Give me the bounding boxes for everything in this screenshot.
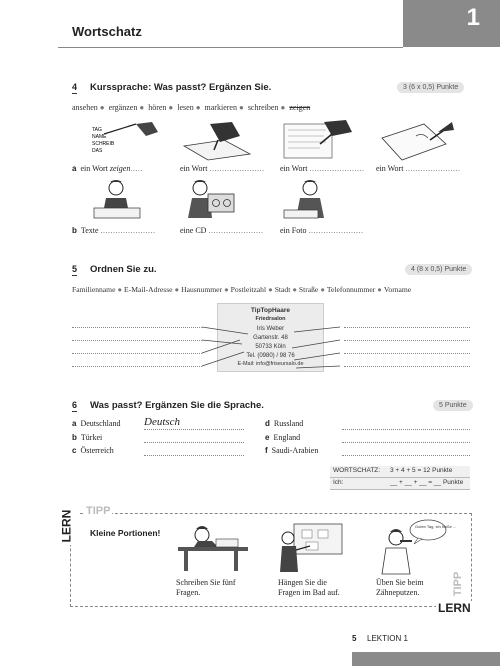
lerntipp-heading: Kleine Portionen! (90, 528, 161, 538)
word: E-Mail-Adresse (124, 285, 173, 294)
bathroom-notes-illustration (276, 520, 346, 574)
exercise-6-item-b (72, 433, 102, 442)
tipp-caption-1 (176, 578, 236, 598)
exercise-6-item-d (265, 419, 303, 428)
item-text: ein Foto (280, 226, 307, 235)
note-line: TAG (92, 127, 102, 133)
caption-line: Zähneputzen. (376, 588, 420, 597)
exercise-5-number: 5 (72, 264, 78, 274)
word: Telefonnummer (326, 285, 376, 294)
item-text: ein Wort (376, 164, 404, 173)
answer-line-left-3[interactable] (72, 353, 202, 354)
note-line: SCHREIB (92, 141, 115, 147)
exercise-4-wordbank: ansehen ● ergänzen ● hören ● lesen ● markieren ● schreiben ● zeigen (72, 103, 311, 112)
chapter-number: 1 (466, 4, 480, 31)
word: ansehen (72, 103, 98, 112)
exercise-4-number: 4 (72, 82, 78, 92)
card-city: 50733 Köln (255, 344, 286, 350)
word-used: zeigen (289, 103, 311, 112)
word: ergänzen (108, 103, 138, 112)
lern-label-left (59, 505, 78, 545)
caption-line: Hängen Sie die (278, 578, 327, 587)
word: Stadt (274, 285, 291, 294)
answer-line-a[interactable] (144, 429, 244, 430)
country: England (273, 433, 301, 442)
answer-line-right-1[interactable] (344, 327, 470, 328)
answer-line-b[interactable] (144, 442, 244, 443)
marking-text-illustration (180, 118, 258, 162)
card-name: Iris Weber (256, 326, 285, 332)
connector-arrows (196, 318, 346, 374)
exercise-6-title: Was passt? Ergänzen Sie die Sprache. (90, 400, 264, 411)
word: schreiben (247, 103, 279, 112)
item-text: Texte (80, 226, 99, 235)
country: Türkei (80, 433, 103, 442)
country: Russland (273, 419, 304, 428)
item-letter: a (72, 419, 77, 428)
footer-bar (352, 652, 500, 666)
score-me-label: Ich: (333, 479, 344, 486)
answer-line-f[interactable] (342, 455, 470, 456)
card-street: Gartenstr. 48 (253, 335, 288, 341)
exercise-6-item-f (265, 446, 318, 455)
note-line: NAME (92, 134, 107, 140)
lern-label-bottom: LERN (438, 601, 471, 615)
exercise-4-a-item-2[interactable]: ein Wort ...................... (180, 164, 265, 173)
answer-line-left-1[interactable] (72, 327, 202, 328)
exercise-4-a-item-3[interactable]: ein Wort ...................... (280, 164, 365, 173)
answer-line-right-2[interactable] (344, 340, 470, 341)
answer-line-right-4[interactable] (344, 366, 470, 367)
tipp-label-right-wrap (452, 568, 468, 602)
word: hören (148, 103, 167, 112)
exercise-4-a-item-4[interactable]: ein Wort ...................... (376, 164, 461, 173)
writer-illustration (172, 523, 254, 575)
example-answer: zeigen (109, 164, 131, 173)
exercise-4-a-item-1: a ein Wort zeigen..... (72, 164, 143, 173)
exercise-6-number: 6 (72, 400, 78, 410)
caption-line: Fragen. (176, 588, 201, 597)
word: Straße (298, 285, 319, 294)
word: Postleitzahl (230, 285, 267, 294)
caption-line: Üben Sie beim (376, 578, 424, 587)
lesson-label: LEKTION 1 (367, 634, 408, 643)
card-phone: Tel. (0980) / 98 76 (246, 353, 295, 359)
answer-line-left-2[interactable] (72, 340, 202, 341)
exercise-4-b-item-3[interactable]: ein Foto ...................... (280, 226, 364, 235)
item-text: eine CD (180, 226, 207, 235)
score-row-total (330, 466, 470, 478)
card-email: E-Mail: info@friseursalo.de (237, 361, 304, 367)
chapter-tab (403, 0, 500, 47)
exercise-4-b-item-2[interactable]: eine CD ...................... (180, 226, 264, 235)
item-letter: b (72, 226, 77, 235)
toothbrushing-illustration (372, 518, 457, 576)
exercise-6-item-c (72, 446, 114, 455)
item-letter: c (72, 446, 77, 455)
country: Deutschland (80, 419, 121, 428)
answer-line-right-3[interactable] (344, 353, 470, 354)
photo-viewing-illustration (280, 176, 340, 222)
country: Österreich (80, 446, 114, 455)
page-title: Wortschatz (72, 24, 142, 39)
item-letter: f (265, 446, 268, 455)
item-text: ein Wort (180, 164, 208, 173)
card-subtitle: Friedrsalon (255, 316, 286, 322)
score-label: WORTSCHATZ: (333, 467, 381, 474)
caption-line: Fragen im Bad auf. (278, 588, 340, 597)
exercise-5-title: Ordnen Sie zu. (90, 264, 157, 275)
tipp-caption-2 (278, 578, 340, 598)
item-letter: e (265, 433, 270, 442)
card-company: TipTopHaare (250, 307, 291, 314)
word: lesen (177, 103, 194, 112)
exercise-4-title: Kurssprache: Was passt? Ergänzen Sie. (90, 82, 272, 93)
word: Familienname (72, 285, 116, 294)
answer-line-left-4[interactable] (72, 366, 202, 367)
exercise-6-item-a (72, 419, 120, 428)
exercise-5-points: 4 (8 x 0,5) Punkte (405, 264, 472, 275)
item-text: ein Wort (280, 164, 308, 173)
note-line: DAS (92, 148, 103, 154)
score-table (330, 466, 470, 490)
reading-text-illustration (280, 118, 362, 162)
exercise-4-points: 3 (6 x 0,5) Punkte (397, 82, 464, 93)
country: Saudi-Arabien (271, 446, 319, 455)
item-letter: a (72, 164, 77, 173)
speech-bubble-text: Guten Tag, ich heiße ... (415, 524, 457, 529)
example-answer: Deutsch (144, 416, 181, 428)
answer-line-c[interactable] (144, 455, 244, 456)
cd-player-illustration (180, 176, 240, 222)
item-letter: b (72, 433, 77, 442)
tipp-label-right: TIPP (452, 571, 465, 597)
score-formula: 3 + 4 + 5 = 12 Punkte (390, 467, 453, 474)
exercise-6-item-e (265, 433, 300, 442)
caption-line: Schreiben Sie fünf (176, 578, 236, 587)
writing-illustration (376, 118, 456, 162)
score-row-me[interactable] (330, 478, 470, 490)
lern-text: LERN (59, 509, 74, 543)
word: Vorname (383, 285, 412, 294)
whiteboard-pointing-illustration (88, 118, 160, 162)
item-letter: d (265, 419, 270, 428)
man-reading-illustration (88, 176, 148, 222)
answer-line-e[interactable] (342, 442, 470, 443)
score-me-formula: __ + __ + __ = __ Punkte (390, 479, 464, 486)
exercise-4-b-item-1[interactable]: b Texte ...................... (72, 226, 156, 235)
item-text: ein Wort (80, 164, 108, 173)
word: Hausnummer (181, 285, 223, 294)
page-number: 5 (352, 634, 357, 643)
exercise-5-wordbank: Familienname ● E-Mail-Adresse ● Hausnummer ● Postleitzahl ● Stadt ● Straße ● Telefonnummer ● Vorname (72, 285, 412, 294)
answer-line-d[interactable] (342, 429, 470, 430)
tipp-label-top: TIPP (86, 505, 111, 517)
exercise-6-points: 5 Punkte (433, 400, 473, 411)
tipp-caption-3 (376, 578, 424, 598)
word: markieren (204, 103, 237, 112)
